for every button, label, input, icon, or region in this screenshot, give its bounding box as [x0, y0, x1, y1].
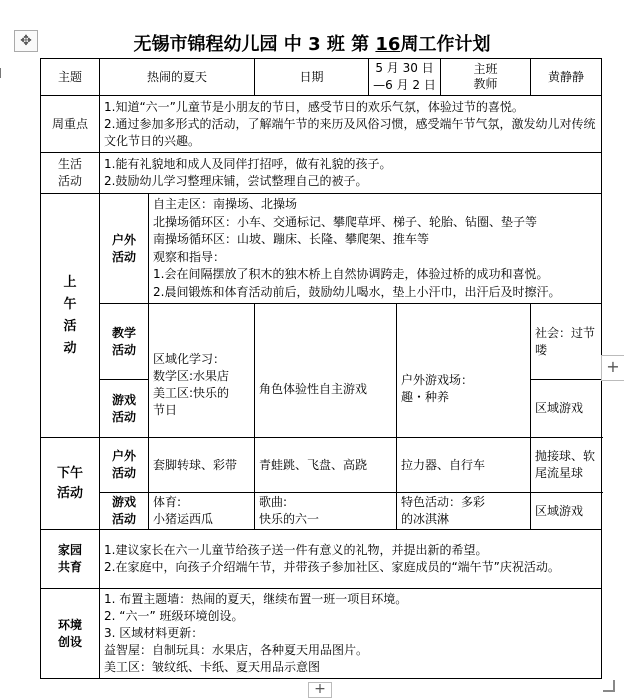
plus-icon: + — [314, 681, 326, 697]
title-suffix: 周工作计划 — [400, 34, 491, 55]
teacher-label-line1: 主班 — [473, 62, 498, 76]
environment-content — [100, 589, 602, 679]
afternoon-label — [41, 438, 100, 530]
afternoon-outdoor-label — [100, 438, 149, 493]
life-label-line1: 生活 — [57, 157, 82, 171]
outdoor-game-cell — [397, 304, 531, 438]
environment-line-1: 2. “六一” 班级环境创设。 — [104, 609, 244, 623]
date-value: 5 月 30 日—6 月 2 日 — [369, 59, 441, 96]
afternoon-outdoor-row — [41, 438, 602, 493]
afternoon-game-c2-line2: 快乐的六一 — [259, 512, 320, 526]
area-line-3: 节日 — [153, 403, 178, 417]
afternoon-game-c4: 区域游戏 — [531, 493, 602, 530]
family-row — [41, 530, 602, 589]
teacher-label-line2: 教师 — [473, 77, 498, 91]
theme-label: 主题 — [41, 59, 100, 96]
morning-game-label-1: 游戏 — [111, 392, 136, 407]
afternoon-outdoor-c4: 抛接球、软尾流星球 — [531, 438, 602, 493]
teaching-label-1: 教学 — [111, 325, 136, 340]
morning-outdoor-content — [149, 194, 602, 304]
environment-row — [41, 589, 602, 679]
area-line-0: 区域化学习： — [153, 352, 226, 366]
focus-content — [100, 96, 602, 153]
afternoon-game-label-2: 活动 — [111, 512, 136, 526]
plus-icon: + — [606, 357, 620, 376]
morning-game-label-2: 活动 — [111, 409, 136, 424]
outdoor-line-3: 观察和指导： — [153, 249, 226, 264]
morning-outdoor-label — [100, 194, 149, 304]
morning-outdoor-label-2: 活动 — [111, 249, 136, 264]
family-label — [41, 530, 100, 589]
afternoon-game-row — [41, 493, 602, 530]
environment-label — [41, 589, 100, 679]
afternoon-game-c1-line1: 体育: — [153, 495, 182, 509]
focus-line2: 2.通过参加多形式的活动，了解端午节的来历及风俗习惯，感受端午节气氛，激发幼儿对传统文化节日的兴趣。 — [104, 116, 596, 148]
morning-label-2: 午 — [63, 296, 77, 312]
afternoon-game-c2 — [255, 493, 397, 530]
family-label-1: 家园 — [57, 543, 82, 557]
margin-marker — [0, 68, 1, 78]
life-content — [100, 153, 602, 194]
environment-line-3: 益智屋：自制玩具：水果店，各种夏天用品图片。 — [104, 643, 369, 657]
teacher-value: 黄静静 — [531, 59, 602, 96]
afternoon-outdoor-c1: 套脚转球、彩带 — [149, 438, 255, 493]
afternoon-outdoor-label-1: 户外 — [111, 449, 136, 463]
environment-label-1: 环境 — [57, 617, 82, 632]
family-content — [100, 530, 602, 589]
outdoor-game-line1: 户外游戏场： — [401, 373, 474, 387]
teacher-label — [441, 59, 531, 96]
afternoon-outdoor-c2: 青蛙跳、飞盘、高跷 — [255, 438, 397, 493]
afternoon-label-2: 活动 — [56, 485, 83, 501]
focus-label: 周重点 — [41, 96, 100, 153]
family-label-2: 共育 — [57, 560, 82, 574]
family-line1: 1.建议家长在六一儿童节给孩子送一件有意义的礼物，并提出新的希望。 — [104, 543, 488, 557]
morning-game-label — [100, 380, 149, 438]
role-play-cell: 角色体验性自主游戏 — [255, 304, 397, 438]
afternoon-game-c3 — [397, 493, 531, 530]
afternoon-game-c1 — [149, 493, 255, 530]
table-resize-handle[interactable] — [603, 680, 615, 692]
afternoon-game-c3-line2: 的冰淇淋 — [401, 512, 450, 526]
area-line-2: 美工区:快乐的 — [153, 386, 230, 400]
morning-label — [41, 194, 100, 438]
afternoon-outdoor-label-2: 活动 — [111, 466, 136, 480]
afternoon-game-c2-line1: 歌曲: — [259, 495, 288, 509]
theme-value: 热闹的夏天 — [100, 59, 255, 96]
work-plan-table — [40, 58, 602, 679]
outdoor-line-1: 北操场循环区：小车、交通标记、攀爬草坪、梯子、轮胎、钻圈、垫子等 — [153, 214, 538, 229]
environment-line-0: 1. 布置主题墙：热闹的夏天，继续布置一班一项目环境。 — [104, 592, 408, 606]
morning-label-4: 动 — [63, 340, 77, 356]
add-column-button[interactable] — [601, 355, 624, 381]
header-row — [41, 59, 602, 96]
social-cell: 社会：过节喽 — [531, 304, 602, 380]
outdoor-line-5: 2.晨间锻炼和体育活动前后，鼓励幼儿喝水，垫上小汗巾，出汗后及时擦汗。 — [153, 284, 561, 299]
afternoon-game-c3-line1: 特色活动：多彩 — [401, 495, 486, 509]
life-line2: 2.鼓励幼儿学习整理床铺，尝试整理自己的被子。 — [104, 174, 368, 188]
add-row-button[interactable] — [308, 682, 332, 698]
environment-label-2: 创设 — [57, 634, 82, 649]
teaching-label-2: 活动 — [111, 342, 136, 357]
morning-label-1: 上 — [63, 274, 77, 290]
life-label — [41, 153, 100, 194]
teaching-label — [100, 304, 149, 380]
morning-label-3: 活 — [63, 318, 77, 334]
area-line-1: 数学区:水果店 — [153, 369, 230, 383]
morning-outdoor-label-1: 户外 — [111, 232, 136, 247]
area-learning-cell — [149, 304, 255, 438]
date-label: 日期 — [255, 59, 369, 96]
life-line1: 1.能有礼貌地和成人及同伴打招呼，做有礼貌的孩子。 — [104, 157, 392, 171]
environment-line-2: 3. 区域材料更新： — [104, 626, 204, 640]
life-row — [41, 153, 602, 194]
morning-teaching-row — [41, 304, 602, 380]
family-line2: 2.在家庭中，向孩子介绍端午节，并带孩子参加社区、家庭成员的“端午节”庆祝活动。 — [104, 560, 560, 574]
outdoor-line-4: 1.会在间隔摆放了积木的独木桥上自然协调跨走，体验过桥的成功和喜悦。 — [153, 267, 549, 281]
afternoon-label-1: 下午 — [56, 465, 83, 481]
afternoon-game-c1-line2: 小猪运西瓜 — [153, 512, 214, 526]
focus-line1: 1.知道“六一”儿童节是小朋友的节日，感受节日的欢乐气氛，体验过节的喜悦。 — [104, 99, 524, 114]
outdoor-game-line2: 趣・种养 — [401, 390, 450, 404]
life-label-line2: 活动 — [57, 174, 82, 188]
outdoor-line-0: 自主走区：南操场、北操场 — [153, 197, 298, 211]
afternoon-game-label — [100, 493, 149, 530]
week-number: 16 — [375, 34, 401, 55]
morning-area-game-cell: 区域游戏 — [531, 380, 602, 438]
move-handle-icon: ✥ — [20, 33, 32, 49]
outdoor-line-2: 南操场循环区：山坡、蹦床、长隆、攀爬架、推车等 — [153, 232, 430, 246]
morning-outdoor-row — [41, 194, 602, 304]
afternoon-outdoor-c3: 拉力器、自行车 — [397, 438, 531, 493]
title-prefix: 无锡市锦程幼儿园 中 3 班 第 — [133, 34, 376, 55]
afternoon-game-label-1: 游戏 — [111, 495, 136, 509]
focus-row — [41, 96, 602, 153]
page-title — [0, 30, 624, 56]
environment-line-4: 美工区：皱纹纸、卡纸、夏天用品示意图 — [104, 660, 321, 674]
